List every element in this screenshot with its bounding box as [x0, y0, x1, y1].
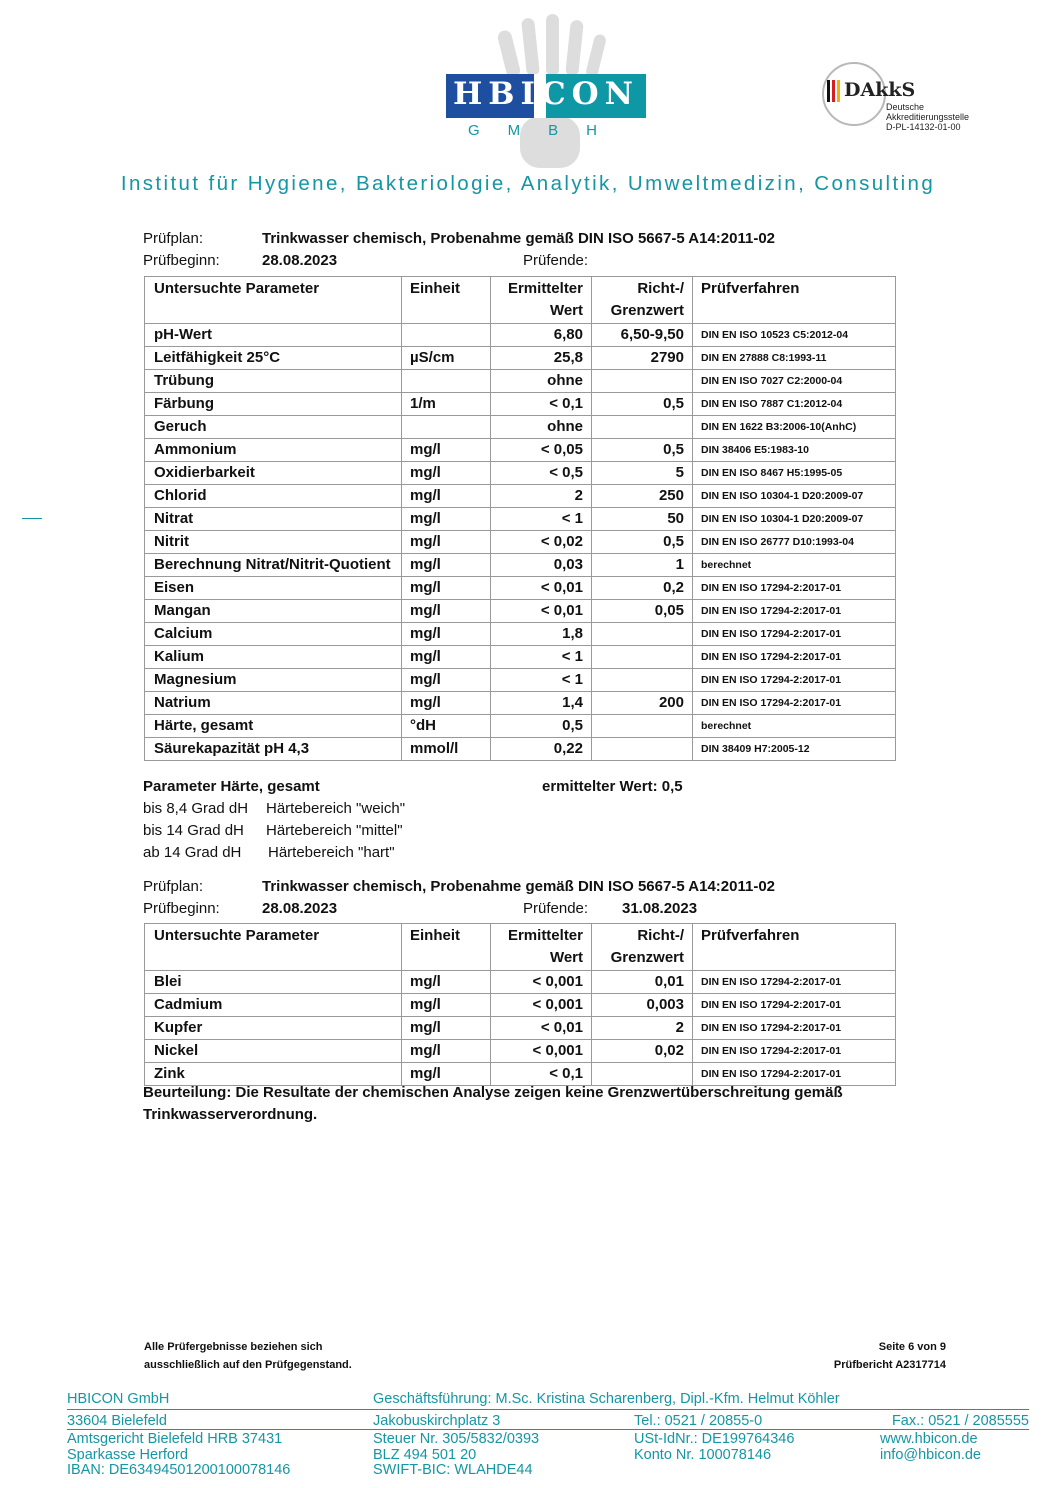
- cell-unit: [402, 324, 491, 347]
- cell-unit: mg/l: [402, 994, 491, 1017]
- dakks-line3: D-PL-14132-01-00: [886, 122, 961, 132]
- footer-col-1-line-1: 33604 Bielefeld: [67, 1413, 167, 1429]
- footer-col-3-line-3: Konto Nr. 100078146: [634, 1446, 772, 1463]
- footer-col-1-line-3: Sparkasse Herford: [67, 1446, 188, 1463]
- institute-title: Institut für Hygiene, Bakteriologie, Analytik, Umweltmedizin, Consulting: [120, 172, 936, 195]
- table-row: [145, 554, 896, 577]
- footer-col-2-line-4: SWIFT-BIC: WLAHDE44: [373, 1462, 533, 1478]
- footer-col-1: [67, 1414, 167, 1430]
- cell-value: 6,80: [491, 324, 592, 347]
- footer-management: Geschäftsführung: M.Sc. Kristina Scharenberg, Dipl.-Kfm. Helmut Köhler: [373, 1391, 840, 1407]
- table-row: [145, 531, 896, 554]
- cell-limit: 0,02: [592, 1040, 693, 1063]
- pruefbeginn-value-2: 28.08.2023: [262, 900, 338, 917]
- table-row: [145, 715, 896, 738]
- logo-text: HBICON: [452, 76, 639, 112]
- cell-unit: [402, 416, 491, 439]
- cell-method: DIN EN ISO 8467 H5:1995-05: [693, 462, 896, 485]
- table-row: [145, 692, 896, 715]
- cell-limit: 2: [592, 1017, 693, 1040]
- cell-param: Säurekapazität pH 4,3: [145, 738, 402, 761]
- margin-mark: [22, 518, 42, 519]
- cell-param: Oxidierbarkeit: [145, 462, 402, 485]
- cell-value: 1,4: [491, 692, 592, 715]
- cell-unit: mg/l: [402, 485, 491, 508]
- footer-col-2: [373, 1414, 500, 1430]
- cell-limit: 250: [592, 485, 693, 508]
- cell-value: < 0,02: [491, 531, 592, 554]
- hardness-range-1-limit: bis 8,4 Grad dH: [143, 800, 249, 817]
- dakks-logo: [822, 60, 982, 140]
- cell-unit: mg/l: [402, 1040, 491, 1063]
- cell-param: Blei: [145, 971, 402, 994]
- cell-value: < 0,001: [491, 971, 592, 994]
- footer-col-2-line-1: Jakobuskirchplatz 3: [373, 1413, 501, 1429]
- cell-unit: °dH: [402, 715, 491, 738]
- cell-method: DIN EN ISO 17294-2:2017-01: [693, 1040, 896, 1063]
- cell-value: < 0,5: [491, 462, 592, 485]
- footer-col-4-line-1: Fax.: 0521 / 2085555: [891, 1413, 1029, 1429]
- cell-unit: mg/l: [402, 669, 491, 692]
- cell-limit: [592, 623, 693, 646]
- cell-value: < 0,01: [491, 600, 592, 623]
- assessment-line-1: Beurteilung: Die Resultate der chemischen Analyse zeigen keine Grenzwertüberschreitung gemäß: [143, 1084, 843, 1101]
- cell-method: DIN 38409 H7:2005-12: [693, 738, 896, 761]
- report-number: Prüfbericht A2317714: [833, 1359, 946, 1371]
- pruefende-label: Prüfende:: [523, 252, 589, 269]
- cell-param: Leitfähigkeit 25°C: [145, 347, 402, 370]
- cell-method: berechnet: [693, 554, 896, 577]
- header-unit: Einheit: [402, 924, 491, 971]
- footer-company: HBICON GmbH: [67, 1391, 170, 1407]
- footer-divider-2: [67, 1429, 1029, 1430]
- pruefplan-label-2: Prüfplan:: [143, 878, 204, 895]
- cell-limit: [592, 646, 693, 669]
- hardness-title: Parameter Härte, gesamt: [143, 778, 320, 795]
- footer-col-3-line-1: Tel.: 0521 / 20855-0: [634, 1413, 763, 1429]
- cell-unit: mg/l: [402, 623, 491, 646]
- cell-param: Kalium: [145, 646, 402, 669]
- table-row: [145, 393, 896, 416]
- cell-param: Geruch: [145, 416, 402, 439]
- footer-col-3-rest: [634, 1432, 794, 1463]
- cell-param: Nitrat: [145, 508, 402, 531]
- pruefbeginn-label-2: Prüfbeginn:: [143, 900, 220, 917]
- cell-method: DIN EN ISO 7887 C1:2012-04: [693, 393, 896, 416]
- cell-unit: mmol/l: [402, 738, 491, 761]
- footer-col-2-line-3: BLZ 494 501 20: [373, 1446, 477, 1463]
- cell-param: Färbung: [145, 393, 402, 416]
- footer-note-line-2: ausschließlich auf den Prüfgegenstand.: [144, 1359, 352, 1371]
- table-row: [145, 1017, 896, 1040]
- pruefplan-value-2: Trinkwasser chemisch, Probenahme gemäß DIN ISO 5667-5 A14:2011-02: [262, 878, 776, 895]
- pruefbeginn-label: Prüfbeginn:: [143, 252, 220, 269]
- table-row: [145, 485, 896, 508]
- cell-value: < 1: [491, 508, 592, 531]
- cell-limit: [592, 669, 693, 692]
- cell-value: 1,8: [491, 623, 592, 646]
- pruefplan-label: Prüfplan:: [143, 230, 204, 247]
- cell-value: < 1: [491, 669, 592, 692]
- cell-param: Trübung: [145, 370, 402, 393]
- cell-limit: [592, 416, 693, 439]
- cell-limit: 0,5: [592, 531, 693, 554]
- cell-method: DIN EN ISO 17294-2:2017-01: [693, 971, 896, 994]
- cell-value: < 0,01: [491, 1017, 592, 1040]
- assessment-line-2: Trinkwasserverordnung.: [143, 1106, 318, 1123]
- header-limit: Richt-/ Grenzwert: [592, 924, 693, 971]
- cell-unit: mg/l: [402, 646, 491, 669]
- cell-param: Zink: [145, 1063, 402, 1086]
- table-row: [145, 577, 896, 600]
- cell-param: Eisen: [145, 577, 402, 600]
- pruefende-value-2: 31.08.2023: [622, 900, 698, 917]
- dakks-line2: Akkreditierungsstelle: [886, 112, 970, 122]
- cell-limit: 2790: [592, 347, 693, 370]
- footer-col-1-line-4: IBAN: DE63494501200100078146: [67, 1462, 291, 1478]
- cell-method: DIN EN ISO 17294-2:2017-01: [693, 1017, 896, 1040]
- cell-limit: 1: [592, 554, 693, 577]
- cell-param: Calcium: [145, 623, 402, 646]
- cell-value: < 0,001: [491, 1040, 592, 1063]
- table-row: [145, 646, 896, 669]
- cell-param: Berechnung Nitrat/Nitrit-Quotient: [145, 554, 402, 577]
- cell-unit: mg/l: [402, 600, 491, 623]
- cell-param: Ammonium: [145, 439, 402, 462]
- cell-method: DIN EN 1622 B3:2006-10(AnhC): [693, 416, 896, 439]
- table-row: [145, 439, 896, 462]
- cell-method: DIN EN ISO 17294-2:2017-01: [693, 1063, 896, 1086]
- hardness-range-2-limit: bis 14 Grad dH: [143, 822, 244, 839]
- cell-unit: µS/cm: [402, 347, 491, 370]
- table-row: [145, 1040, 896, 1063]
- cell-param: Nickel: [145, 1040, 402, 1063]
- header-method: Prüfverfahren: [693, 924, 896, 971]
- cell-value: < 0,01: [491, 577, 592, 600]
- footer-col-1-line-2: Amtsgericht Bielefeld HRB 37431: [67, 1431, 283, 1447]
- table-row: [145, 738, 896, 761]
- hardness-range-3-text: Härtebereich "hart": [268, 844, 395, 861]
- cell-limit: 0,003: [592, 994, 693, 1017]
- cell-unit: 1/m: [402, 393, 491, 416]
- table-row: [145, 971, 896, 994]
- cell-method: DIN EN ISO 17294-2:2017-01: [693, 994, 896, 1017]
- cell-param: Nitrit: [145, 531, 402, 554]
- footer-col-3: [634, 1414, 762, 1430]
- footer-note-line-1: Alle Prüfergebnisse beziehen sich: [144, 1341, 323, 1353]
- footer-col-1-rest: [67, 1432, 290, 1479]
- cell-param: Härte, gesamt: [145, 715, 402, 738]
- cell-method: DIN EN ISO 17294-2:2017-01: [693, 646, 896, 669]
- table-row: [145, 347, 896, 370]
- cell-value: < 0,1: [491, 1063, 592, 1086]
- cell-method: berechnet: [693, 715, 896, 738]
- cell-limit: 0,01: [592, 971, 693, 994]
- table-row: [145, 623, 896, 646]
- cell-method: DIN EN ISO 17294-2:2017-01: [693, 623, 896, 646]
- results-table-1: [144, 276, 896, 761]
- cell-param: Chlorid: [145, 485, 402, 508]
- cell-limit: 0,5: [592, 393, 693, 416]
- table-header-row: [145, 277, 896, 324]
- table-row: [145, 416, 896, 439]
- page-number: Seite 6 von 9: [878, 1341, 946, 1353]
- cell-value: ohne: [491, 370, 592, 393]
- cell-unit: mg/l: [402, 554, 491, 577]
- table-row: [145, 600, 896, 623]
- cell-value: ohne: [491, 416, 592, 439]
- pruefende-label-2: Prüfende:: [523, 900, 589, 917]
- table-row: [145, 994, 896, 1017]
- cell-unit: mg/l: [402, 508, 491, 531]
- dakks-line1: Deutsche: [886, 102, 925, 112]
- table-row: [145, 669, 896, 692]
- cell-limit: 0,2: [592, 577, 693, 600]
- cell-param: Cadmium: [145, 994, 402, 1017]
- footer-col-4-line-3: info@hbicon.de: [880, 1446, 981, 1463]
- cell-param: pH-Wert: [145, 324, 402, 347]
- cell-method: DIN EN ISO 17294-2:2017-01: [693, 692, 896, 715]
- cell-method: DIN EN ISO 26777 D10:1993-04: [693, 531, 896, 554]
- header-value: Ermittelter Wert: [491, 277, 592, 324]
- cell-method: DIN 38406 E5:1983-10: [693, 439, 896, 462]
- cell-unit: mg/l: [402, 1017, 491, 1040]
- cell-unit: mg/l: [402, 439, 491, 462]
- logo-subtext: GMBH: [468, 122, 625, 139]
- cell-unit: mg/l: [402, 462, 491, 485]
- cell-value: 0,03: [491, 554, 592, 577]
- cell-limit: 200: [592, 692, 693, 715]
- table-row: [145, 508, 896, 531]
- cell-method: DIN EN ISO 7027 C2:2000-04: [693, 370, 896, 393]
- cell-value: 0,22: [491, 738, 592, 761]
- footer-col-2-line-2: Steuer Nr. 305/5832/0393: [373, 1431, 540, 1447]
- footer-col-2-rest: [373, 1432, 539, 1479]
- footer-col-3-line-2: USt-IdNr.: DE199764346: [634, 1431, 795, 1447]
- header-value: Ermittelter Wert: [491, 924, 592, 971]
- cell-method: DIN EN 27888 C8:1993-11: [693, 347, 896, 370]
- results-table-2: [144, 923, 896, 1086]
- cell-limit: [592, 738, 693, 761]
- hardness-range-2-text: Härtebereich "mittel": [266, 822, 403, 839]
- header-unit: Einheit: [402, 277, 491, 324]
- header-param: Untersuchte Parameter: [145, 277, 402, 324]
- cell-unit: [402, 370, 491, 393]
- pruefbeginn-value: 28.08.2023: [262, 252, 338, 269]
- cell-value: < 0,1: [491, 393, 592, 416]
- cell-limit: [592, 370, 693, 393]
- cell-param: Kupfer: [145, 1017, 402, 1040]
- cell-unit: mg/l: [402, 971, 491, 994]
- cell-param: Mangan: [145, 600, 402, 623]
- cell-method: DIN EN ISO 17294-2:2017-01: [693, 600, 896, 623]
- cell-method: DIN EN ISO 17294-2:2017-01: [693, 577, 896, 600]
- footer-col-4-line-2: www.hbicon.de: [880, 1431, 978, 1447]
- footer-col-4: [892, 1414, 1029, 1430]
- footer-note: [144, 1338, 352, 1374]
- cell-value: < 1: [491, 646, 592, 669]
- cell-unit: mg/l: [402, 531, 491, 554]
- cell-method: DIN EN ISO 10304-1 D20:2009-07: [693, 485, 896, 508]
- cell-method: DIN EN ISO 17294-2:2017-01: [693, 669, 896, 692]
- dakks-name: DAkkS: [844, 79, 916, 101]
- cell-value: < 0,001: [491, 994, 592, 1017]
- hardness-range-1-text: Härtebereich "weich": [266, 800, 406, 817]
- cell-limit: 5: [592, 462, 693, 485]
- header-limit: Richt-/ Grenzwert: [592, 277, 693, 324]
- header-method: Prüfverfahren: [693, 277, 896, 324]
- table-row: [145, 370, 896, 393]
- table-header-row: [145, 924, 896, 971]
- footer-divider: [67, 1409, 1029, 1410]
- hbicon-logo: [440, 12, 652, 172]
- cell-unit: mg/l: [402, 1063, 491, 1086]
- cell-unit: mg/l: [402, 692, 491, 715]
- hardness-result: ermittelter Wert: 0,5: [542, 778, 683, 795]
- cell-value: 2: [491, 485, 592, 508]
- cell-method: DIN EN ISO 10304-1 D20:2009-07: [693, 508, 896, 531]
- cell-unit: mg/l: [402, 577, 491, 600]
- cell-value: 25,8: [491, 347, 592, 370]
- cell-limit: 0,5: [592, 439, 693, 462]
- cell-limit: [592, 715, 693, 738]
- cell-limit: 50: [592, 508, 693, 531]
- table-row: [145, 324, 896, 347]
- footer-page-info: [834, 1338, 946, 1374]
- header-param: Untersuchte Parameter: [145, 924, 402, 971]
- cell-value: < 0,05: [491, 439, 592, 462]
- hardness-range-3-limit: ab 14 Grad dH: [143, 844, 242, 861]
- footer-col-4-rest: [880, 1432, 981, 1463]
- cell-method: DIN EN ISO 10523 C5:2012-04: [693, 324, 896, 347]
- cell-param: Natrium: [145, 692, 402, 715]
- cell-limit: 0,05: [592, 600, 693, 623]
- table-row: [145, 462, 896, 485]
- pruefplan-value: Trinkwasser chemisch, Probenahme gemäß DIN ISO 5667-5 A14:2011-02: [262, 230, 776, 247]
- cell-limit: 6,50-9,50: [592, 324, 693, 347]
- cell-value: 0,5: [491, 715, 592, 738]
- cell-param: Magnesium: [145, 669, 402, 692]
